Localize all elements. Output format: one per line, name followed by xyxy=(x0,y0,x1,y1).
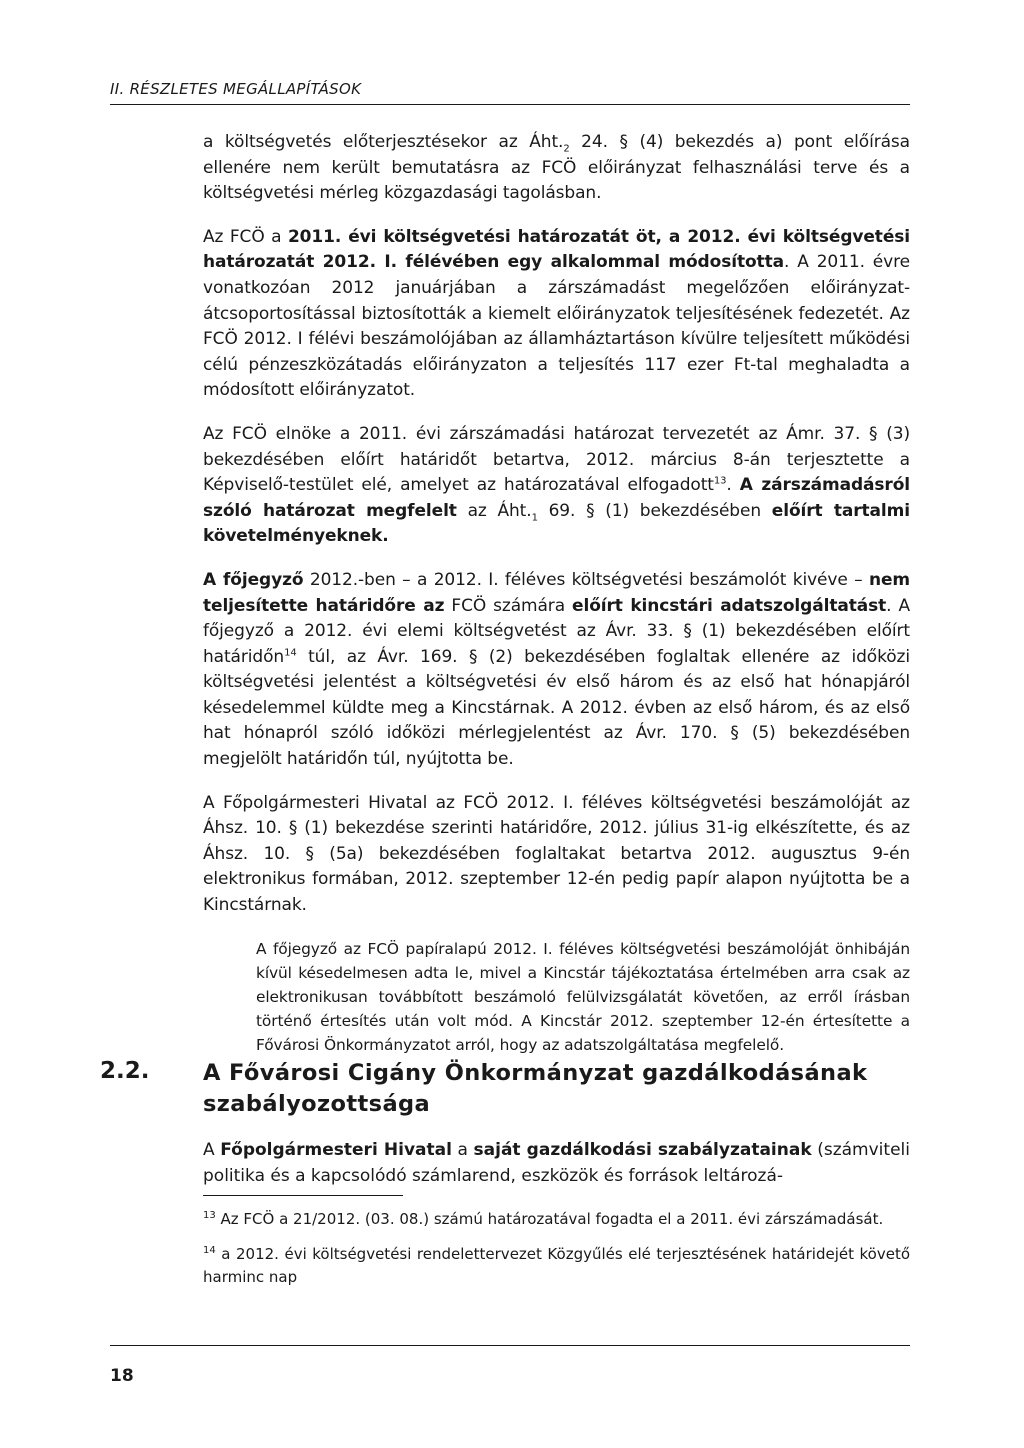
paragraph-4: A főjegyző 2012.-ben – a 2012. I. féléves költségvetési beszámolót kivéve – nem teljesítette határidőre az FCÖ számára előírt kincstári adatszolgáltatást. A főjegyző a 2012. évi elemi költségvetést az Ávr. 33. § (1) bekezdésében előírt határidőn$^{14}$ túl, az Ávr. 169. § (2) bekezdésében foglaltak ellenére az időközi költségvetési jelentést a költségvetési év első három és az első hat hónapjáról késedelemmel küldte meg a Kincstárnak. A 2012. évben az első három, és az első hat hónapról szóló időközi mérlegjelentést az Ávr. 170. § (5) bekezdésében megjelölt határidőn túl, nyújtotta be. xyxy=(203,569,910,770)
footnotes xyxy=(203,1208,910,1301)
header-rule xyxy=(110,104,910,105)
footnote-14: $^{14}$ a 2012. évi költségvetési rendelettervezet Közgyűlés elé terjesztésének határidejét követő harminc nap xyxy=(203,1245,910,1286)
page-number: 18 xyxy=(110,1366,134,1386)
footnote-rule xyxy=(203,1195,403,1196)
section-title: A Fővárosi Cigány Önkormányzat gazdálkodásának szabályozottsága xyxy=(203,1060,868,1117)
body-text xyxy=(203,130,910,1075)
paragraph-2: Az FCÖ a 2011. évi költségvetési határozatát öt, a 2012. évi költségvetési határozatát 2012. I. félévében egy alkalommal módosította. A 2011. évre vonatkozóan 2012 januárjában a zárszámadást megelőzően előirányzat-átcsoportosítással biztosították a kiemelt előirányzatok teljesítésének fedezetét. Az FCÖ 2012. I félévi beszámolójában az államháztartáson kívülre teljesített működési célú pénzeszközátadás előirányzaton a teljesítés 117 ezer Ft-tal meghaladta a módosított előirányzatot. xyxy=(203,226,911,401)
section-paragraph: A Főpolgármesteri Hivatal a saját gazdálkodási szabályzatainak (számviteli politika és a kapcsolódó számlarend, eszközök és források leltározá- xyxy=(203,1140,910,1186)
footnote-13: $^{13}$ Az FCÖ a 21/2012. (03. 08.) számú határozatával fogadta el a 2011. évi zárszámadását. xyxy=(203,1210,884,1228)
paragraph-1: a költségvetés előterjesztésekor az $Áht._2$ 24. § (4) bekezdés a) pont előírása ellenére nem került bemutatásra az FCÖ előirányzat felhasználási terve és a költségvetési mérleg közgazdasági tagolásban. xyxy=(203,132,910,204)
footnote-ref-14: 14 xyxy=(284,647,297,659)
footer-rule xyxy=(110,1345,910,1346)
paragraph-3: Az FCÖ elnöke a 2011. évi zárszámadási határozat tervezetét az Ámr. 37. § (3) bekezdésében előírt határidőt betartva, 2012. március 8-án terjesztette a Képviselő-testület elé, amelyet az határozatával elfogadott$^{13}$. A zárszámadásról szóló határozat megfelelt az $Áht._1$ 69. § (1) bekezdésében előírt tartalmi követelményeknek. xyxy=(203,423,911,547)
footnote-ref-13: 13 xyxy=(713,475,727,487)
running-header: II. RÉSZLETES MEGÁLLAPÍTÁSOK xyxy=(110,80,362,98)
section-number: 2.2. xyxy=(100,1058,150,1084)
section-2-2 xyxy=(100,1058,910,1189)
indented-note: A főjegyző az FCÖ papíralapú 2012. I. féléves költségvetési beszámolóját önhibáján kívül késedelmesen adta le, mivel a Kincstár tájékoztatása értelmében arra csak az elektronikusan továbbított beszámoló felülvizsgálatát követően, az erről írásban történő értesítés után volt mód. A Kincstár 2012. szeptember 12-én értesítette a Fővárosi Önkormányzatot arról, hogy az adatszolgáltatása megfelelő. xyxy=(256,939,910,1054)
paragraph-5: A Főpolgármesteri Hivatal az FCÖ 2012. I. féléves költségvetési beszámolóját az Áhsz. 10. § (1) bekezdése szerinti határidőre, 2012. július 31-ig elkészítette, és az Áhsz. 10. § (5a) bekezdésében foglaltakat betartva 2012. augusztus 9-én elektronikus formában, 2012. szeptember 12-én pedig papír alapon nyújtotta be a Kincstárnak. xyxy=(203,792,910,916)
